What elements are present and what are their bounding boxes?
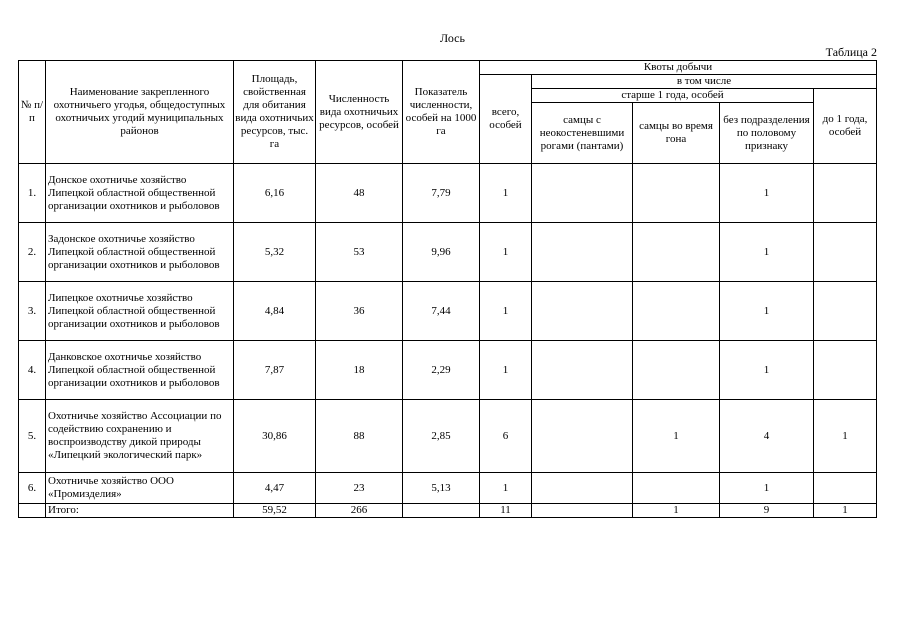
header-area: Площадь, свойственная для обитания вида охотничьих ресурсов, тыс. га — [234, 61, 316, 164]
row-area: 6,16 — [234, 164, 316, 223]
row-name: Охотничье хозяйство ООО «Промизделия» — [46, 473, 234, 504]
row-num: 2. — [19, 223, 46, 282]
table-row — [19, 164, 877, 223]
header-including: в том числе — [532, 75, 877, 89]
totals-young: 1 — [814, 504, 877, 518]
row-rut — [633, 282, 720, 341]
row-rut — [633, 473, 720, 504]
row-area: 7,87 — [234, 341, 316, 400]
totals-count: 266 — [316, 504, 403, 518]
header-total: всего, особей — [480, 75, 532, 164]
header-under-one: до 1 года, особей — [814, 89, 877, 164]
row-name: Липецкое охотничье хозяйство Липецкой областной общественной организации охотников и рыболовов — [46, 282, 234, 341]
header-older: старше 1 года, особей — [532, 89, 814, 103]
header-num: № п/п — [19, 61, 46, 164]
row-density: 7,79 — [403, 164, 480, 223]
row-name: Данковское охотничье хозяйство Липецкой областной общественной организации охотников и рыболовов — [46, 341, 234, 400]
row-area: 4,84 — [234, 282, 316, 341]
row-rut — [633, 341, 720, 400]
row-total: 1 — [480, 473, 532, 504]
header-name: Наименование закрепленного охотничьего угодья, общедоступных охотничьих угодий муниципальных районов — [46, 61, 234, 164]
row-nosex: 1 — [720, 473, 814, 504]
table-row — [19, 473, 877, 504]
row-density: 2,29 — [403, 341, 480, 400]
row-total: 1 — [480, 223, 532, 282]
totals-density — [403, 504, 480, 518]
row-velvet — [532, 164, 633, 223]
totals-rut: 1 — [633, 504, 720, 518]
row-num: 3. — [19, 282, 46, 341]
row-young — [814, 164, 877, 223]
row-num: 4. — [19, 341, 46, 400]
totals-num — [19, 504, 46, 518]
row-density: 2,85 — [403, 400, 480, 473]
header-no-sex: без подразделения по половому признаку — [720, 103, 814, 164]
quota-table — [18, 60, 877, 518]
row-velvet — [532, 282, 633, 341]
totals-total: 11 — [480, 504, 532, 518]
row-count: 88 — [316, 400, 403, 473]
totals-velvet — [532, 504, 633, 518]
row-young — [814, 282, 877, 341]
row-nosex: 1 — [720, 164, 814, 223]
row-nosex: 1 — [720, 282, 814, 341]
totals-row — [19, 504, 877, 518]
header-males-rut: самцы во время гона — [633, 103, 720, 164]
row-area: 30,86 — [234, 400, 316, 473]
row-name: Донское охотничье хозяйство Липецкой областной общественной организации охотников и рыболовов — [46, 164, 234, 223]
row-count: 18 — [316, 341, 403, 400]
row-area: 5,32 — [234, 223, 316, 282]
row-name: Задонское охотничье хозяйство Липецкой областной общественной организации охотников и рыболовов — [46, 223, 234, 282]
row-density: 5,13 — [403, 473, 480, 504]
row-velvet — [532, 400, 633, 473]
row-total: 6 — [480, 400, 532, 473]
row-velvet — [532, 223, 633, 282]
row-rut — [633, 164, 720, 223]
row-velvet — [532, 473, 633, 504]
row-rut: 1 — [633, 400, 720, 473]
row-young — [814, 341, 877, 400]
row-total: 1 — [480, 164, 532, 223]
row-total: 1 — [480, 341, 532, 400]
header-quotas: Квоты добычи — [480, 61, 877, 75]
row-num: 5. — [19, 400, 46, 473]
row-count: 36 — [316, 282, 403, 341]
row-nosex: 1 — [720, 223, 814, 282]
row-area: 4,47 — [234, 473, 316, 504]
totals-area: 59,52 — [234, 504, 316, 518]
row-count: 23 — [316, 473, 403, 504]
row-velvet — [532, 341, 633, 400]
table-row — [19, 400, 877, 473]
row-count: 53 — [316, 223, 403, 282]
row-count: 48 — [316, 164, 403, 223]
header-density: Показатель численности, особей на 1000 га — [403, 61, 480, 164]
row-nosex: 4 — [720, 400, 814, 473]
row-density: 7,44 — [403, 282, 480, 341]
row-density: 9,96 — [403, 223, 480, 282]
header-males-velvet: самцы с неокостеневшими рогами (пантами) — [532, 103, 633, 164]
totals-label: Итого: — [46, 504, 234, 518]
table-row — [19, 223, 877, 282]
header-count: Численность вида охотничьих ресурсов, особей — [316, 61, 403, 164]
table-number: Таблица 2 — [825, 45, 877, 59]
row-young — [814, 473, 877, 504]
row-total: 1 — [480, 282, 532, 341]
row-young: 1 — [814, 400, 877, 473]
row-nosex: 1 — [720, 341, 814, 400]
row-young — [814, 223, 877, 282]
table-row — [19, 282, 877, 341]
page-title: Лось — [440, 31, 465, 45]
totals-nosex: 9 — [720, 504, 814, 518]
row-num: 1. — [19, 164, 46, 223]
row-rut — [633, 223, 720, 282]
table-row — [19, 341, 877, 400]
row-name: Охотничье хозяйство Ассоциации по содействию сохранению и воспроизводству дикой природы «Липецкий экологический парк» — [46, 400, 234, 473]
row-num: 6. — [19, 473, 46, 504]
